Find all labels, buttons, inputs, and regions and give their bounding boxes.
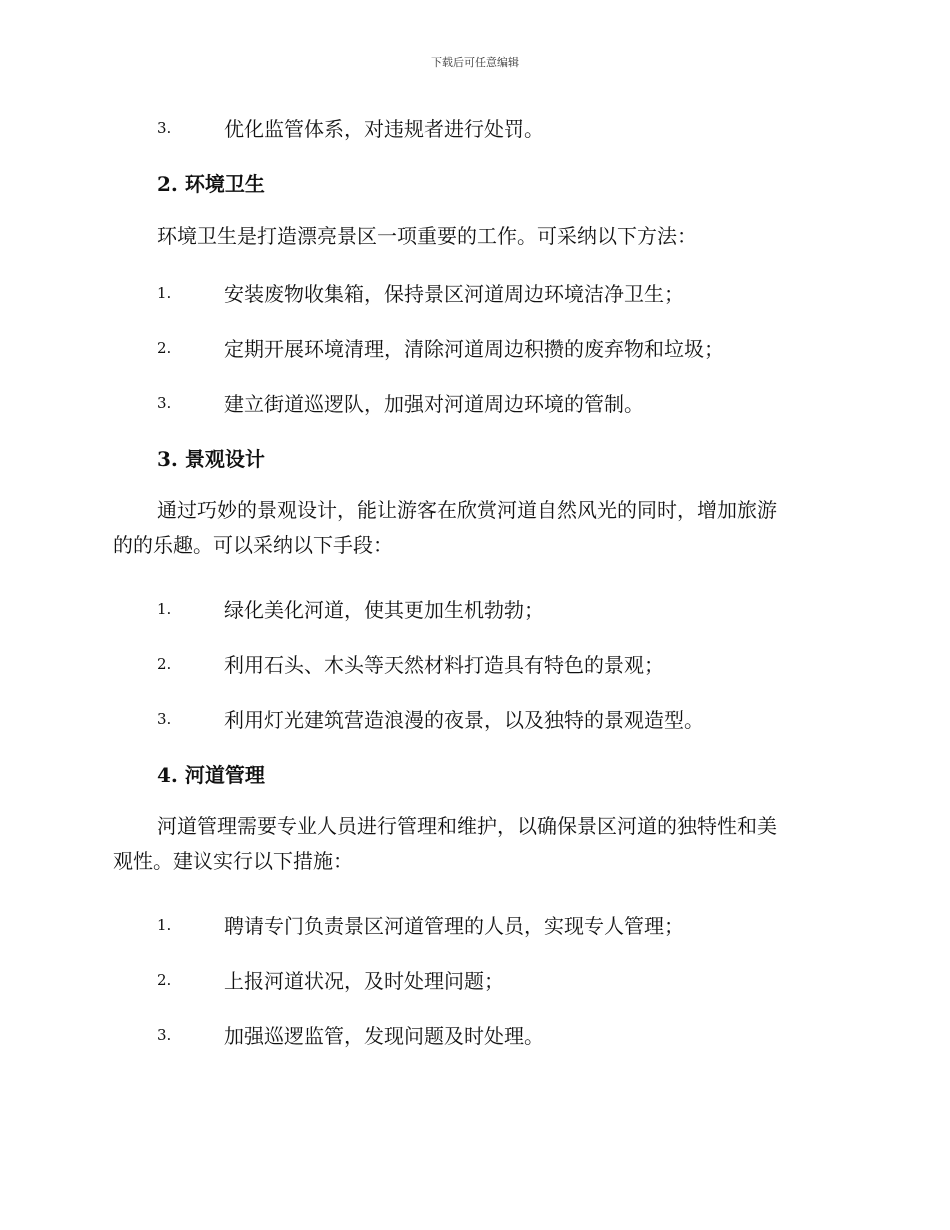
paragraph-line: 河道管理需要专业人员进行管理和维护，以确保景区河道的独特性和美 xyxy=(157,814,777,838)
list-item xyxy=(0,113,950,143)
list-item xyxy=(0,910,950,940)
list-text: 安装废物收集箱，保持景区河道周边环境洁净卫生； xyxy=(224,282,684,306)
list-text: 定期开展环境清理，清除河道周边积攒的废弃物和垃圾； xyxy=(224,337,724,361)
list-item xyxy=(0,278,950,308)
paragraph-line: 环境卫生是打造漂亮景区一项重要的工作。可采纳以下方法： xyxy=(157,224,697,248)
list-text: 利用灯光建筑营造浪漫的夜景，以及独特的景观造型。 xyxy=(224,708,704,732)
list-text: 聘请专门负责景区河道管理的人员，实现专人管理； xyxy=(224,914,684,938)
list-item xyxy=(0,333,950,363)
section-heading-river-management: 4. 河道管理 xyxy=(157,763,265,787)
list-text: 加强巡逻监管，发现问题及时处理。 xyxy=(224,1024,544,1048)
list-text: 建立街道巡逻队，加强对河道周边环境的管制。 xyxy=(224,392,644,416)
section-paragraph xyxy=(113,219,833,254)
section-paragraph xyxy=(113,493,833,563)
section-heading-environment: 2. 环境卫生 xyxy=(157,172,265,196)
list-number: 3. xyxy=(157,394,172,412)
list-number: 3. xyxy=(157,1026,172,1044)
section-paragraph xyxy=(113,809,833,879)
list-item xyxy=(0,388,950,418)
list-number: 3. xyxy=(157,710,172,728)
list-item xyxy=(0,1020,950,1050)
page-header: 下载后可任意编辑 xyxy=(431,56,519,69)
list-number: 2. xyxy=(157,339,172,357)
list-number: 1. xyxy=(157,284,172,302)
paragraph-line: 观性。建议实行以下措施： xyxy=(113,849,353,873)
list-item xyxy=(0,594,950,624)
list-item xyxy=(0,649,950,679)
list-number: 1. xyxy=(157,600,172,618)
list-number: 1. xyxy=(157,916,172,934)
paragraph-line: 的的乐趣。可以采纳以下手段： xyxy=(113,533,393,557)
list-number: 2. xyxy=(157,655,172,673)
list-number: 2. xyxy=(157,971,172,989)
list-text: 绿化美化河道，使其更加生机勃勃； xyxy=(224,598,544,622)
list-text: 利用石头、木头等天然材料打造具有特色的景观； xyxy=(224,653,664,677)
list-item xyxy=(0,704,950,734)
section-heading-landscape: 3. 景观设计 xyxy=(157,447,265,471)
list-text: 优化监管体系，对违规者进行处罚。 xyxy=(224,117,544,141)
list-text: 上报河道状况，及时处理问题； xyxy=(224,969,504,993)
list-item xyxy=(0,965,950,995)
paragraph-line: 通过巧妙的景观设计，能让游客在欣赏河道自然风光的同时，增加旅游 xyxy=(157,498,777,522)
list-number: 3. xyxy=(157,119,172,137)
